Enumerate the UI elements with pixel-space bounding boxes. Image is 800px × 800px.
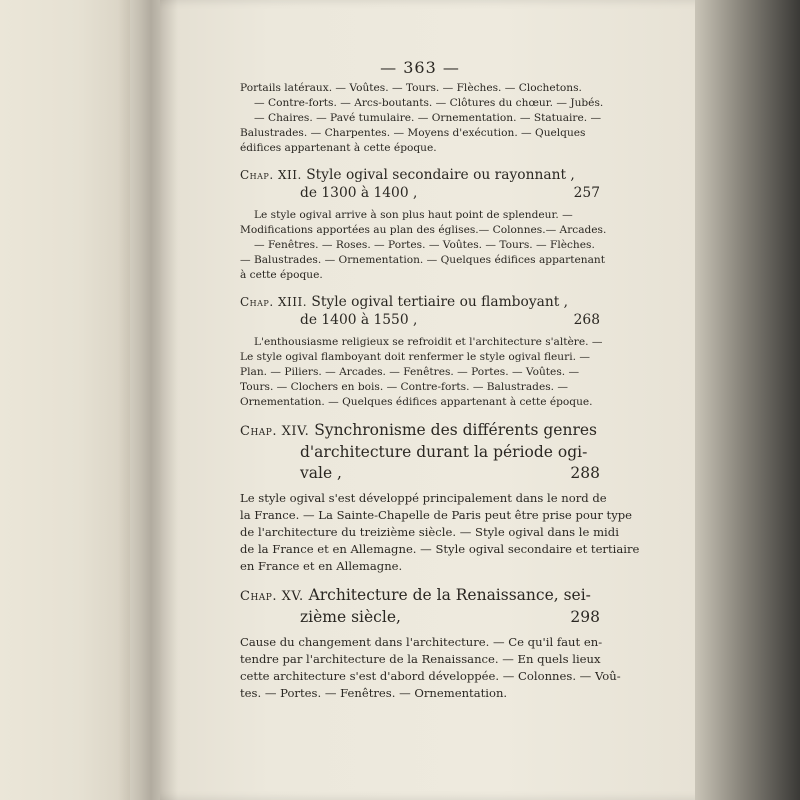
description-line: Cause du changement dans l'architecture. — Ce qu'il faut en- [240, 635, 603, 649]
chapter-dates: de 1400 à 1550 , [300, 312, 418, 328]
description-line: Tours. — Clochers en bois. — Contre-forts. — Balustrades. — [240, 381, 568, 393]
description-line: Le style ogival s'est développé principalement dans le nord de [240, 491, 607, 505]
description-line: tes. — Portes. — Fenêtres. — Ornementation. [240, 686, 508, 700]
chapter-page-number: 288 [570, 464, 600, 482]
chapter-title: Style ogival tertiaire ou flamboyant , [311, 294, 569, 310]
description-line: Plan. — Piliers. — Arcades. — Fenêtres. — Portes. — Voûtes. — [240, 366, 580, 378]
chapter-heading-xiv [240, 420, 600, 484]
description-line: édifices appartenant à cette époque. [240, 142, 437, 154]
book-gutter-shadow [118, 0, 178, 800]
description-line: la France. — La Sainte-Chapelle de Paris peut être prise pour type [240, 508, 633, 522]
description-line: de la France et en Allemagne. — Style ogival secondaire et tertiaire [240, 542, 640, 556]
description-line: cette architecture s'est d'abord développée. — Colonnes. — Voû- [240, 669, 621, 683]
chapter-label: Chap. XII. [240, 168, 302, 182]
chapter-title-end: zième siècle, [300, 608, 401, 626]
description-line: — Chaires. — Pavé tumulaire. — Ornementation. — Statuaire. — [254, 112, 602, 124]
description-line: Le style ogival arrive à son plus haut point de splendeur. — [254, 209, 573, 221]
description-line: — Balustrades. — Ornementation. — Quelques édifices appartenant [240, 254, 605, 266]
chapter-label: Chap. XIV. [240, 424, 310, 439]
table-of-contents-text [240, 58, 640, 702]
chapter-heading-xv [240, 585, 600, 628]
description-line: de l'architecture du treizième siècle. — Style ogival dans le midi [240, 525, 619, 539]
chapter-xv-description [240, 634, 621, 702]
chapter-label: Chap. XIII. [240, 295, 308, 309]
intro-description [240, 81, 604, 156]
chapter-dates: de 1300 à 1400 , [300, 185, 418, 201]
chapter-title-continued: d'architecture durant la période ogi- [300, 443, 588, 461]
chapter-xiii-description [240, 335, 603, 410]
description-line: — Fenêtres. — Roses. — Portes. — Voûtes. — Tours. — Flèches. [254, 239, 595, 251]
description-line: à cette époque. [240, 269, 323, 281]
chapter-page-number: 257 [573, 185, 600, 201]
description-line: en France et en Allemagne. [240, 559, 403, 573]
description-line: Le style ogival flamboyant doit renfermer le style ogival fleuri. — [240, 351, 590, 363]
chapter-title: Synchronisme des différents genres [314, 421, 597, 439]
previous-page-edge [0, 0, 130, 800]
page-number: — 363 — [380, 58, 460, 77]
description-line: L'enthousiasme religieux se refroidit et l'architecture s'altère. — [254, 336, 603, 348]
chapter-page-number: 268 [573, 312, 600, 328]
chapter-heading-xiii [240, 293, 600, 329]
chapter-label: Chap. XV. [240, 589, 304, 604]
chapter-title: Style ogival secondaire ou rayonnant , [306, 167, 575, 183]
chapter-page-number: 298 [570, 608, 600, 626]
chapter-heading-xii [240, 166, 600, 202]
description-line: tendre par l'architecture de la Renaissance. — En quels lieux [240, 652, 601, 666]
description-line: Modifications apportées au plan des églises.— Colonnes.— Arcades. [240, 224, 607, 236]
chapter-xii-description [240, 208, 607, 283]
description-line: Portails latéraux. — Voûtes. — Tours. — Flèches. — Clochetons. [240, 82, 582, 94]
description-line: — Contre-forts. — Arcs-boutants. — Clôtures du chœur. — Jubés. [254, 97, 604, 109]
chapter-title-end: vale , [300, 464, 342, 482]
right-dark-edge [695, 0, 800, 800]
description-line: Ornementation. — Quelques édifices appartenant à cette époque. [240, 396, 593, 408]
description-line: Balustrades. — Charpentes. — Moyens d'exécution. — Quelques [240, 127, 586, 139]
chapter-xiv-description [240, 490, 640, 575]
chapter-title: Architecture de la Renaissance, sei- [308, 586, 591, 604]
